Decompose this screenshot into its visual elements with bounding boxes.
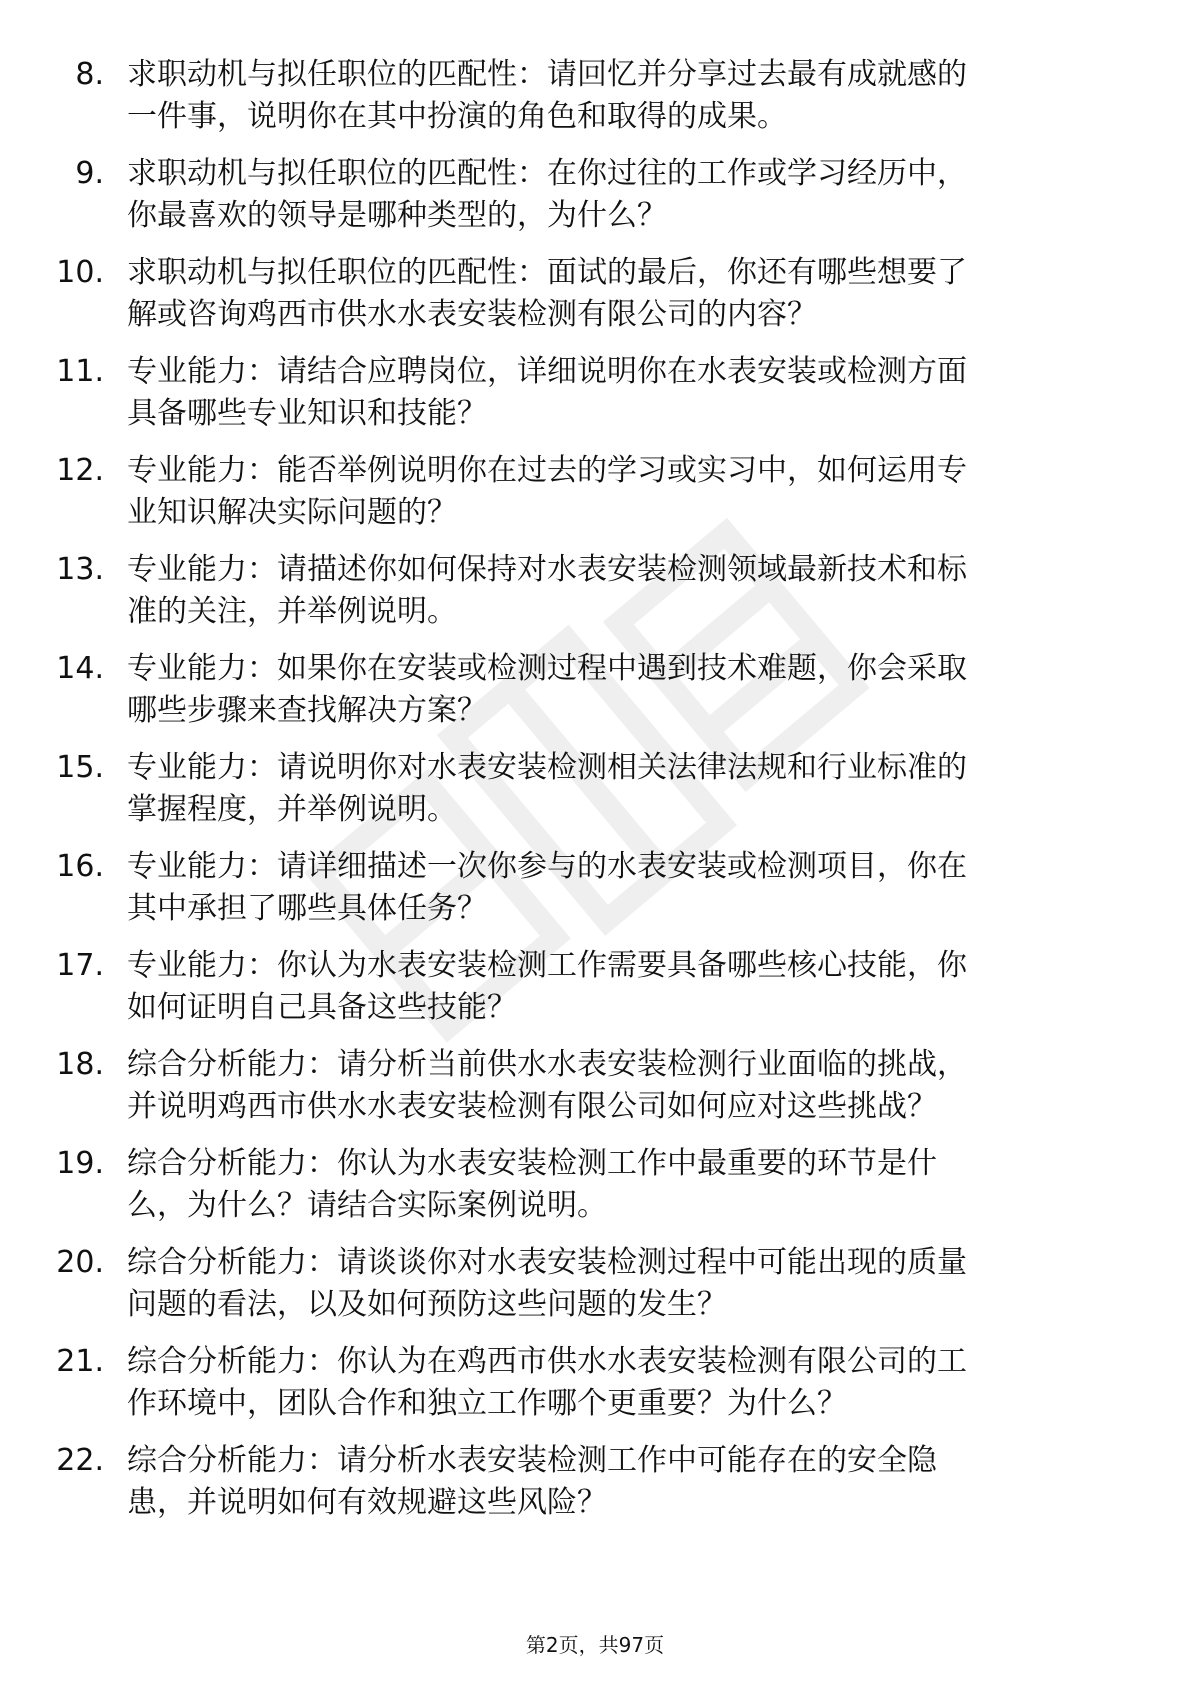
question-number: 18. (56, 1047, 104, 1082)
question-item (0, 153, 1190, 252)
question-text (127, 846, 1107, 930)
question-text-line: 求职动机与拟任职位的匹配性：请回忆并分享过去最有成就感的 (127, 57, 967, 92)
question-item (0, 351, 1190, 450)
question-text-line: 专业能力：能否举例说明你在过去的学习或实习中，如何运用专 (127, 453, 967, 488)
question-text (127, 450, 1107, 534)
question-text-line: 一件事，说明你在其中扮演的角色和取得的成果。 (127, 99, 787, 134)
question-text (127, 153, 1107, 237)
question-text (127, 54, 1107, 138)
question-text-line: 作环境中，团队合作和独立工作哪个更重要？为什么？ (127, 1386, 847, 1421)
question-number: 16. (56, 849, 104, 884)
question-text-line: 专业能力：你认为水表安装检测工作需要具备哪些核心技能，你 (127, 948, 967, 983)
question-text-line: 如何证明自己具备这些技能？ (127, 990, 517, 1025)
question-text (127, 1440, 1107, 1524)
question-text-line: 综合分析能力：请分析水表安装检测工作中可能存在的安全隐 (127, 1443, 937, 1478)
question-item (0, 846, 1190, 945)
question-item (0, 1440, 1190, 1539)
question-text-line: 并说明鸡西市供水水表安装检测有限公司如何应对这些挑战？ (127, 1089, 937, 1124)
question-item (0, 54, 1190, 153)
question-text (127, 1341, 1107, 1425)
question-item (0, 747, 1190, 846)
question-text-line: 其中承担了哪些具体任务？ (127, 891, 487, 926)
question-number: 8. (75, 57, 104, 92)
question-text-line: 你最喜欢的领导是哪种类型的，为什么？ (127, 198, 667, 233)
question-text (127, 648, 1107, 732)
question-text-line: 综合分析能力：请谈谈你对水表安装检测过程中可能出现的质量 (127, 1245, 967, 1280)
question-number: 12. (56, 453, 104, 488)
question-item (0, 1143, 1190, 1242)
question-text (127, 252, 1107, 336)
question-text-line: 专业能力：如果你在安装或检测过程中遇到技术难题，你会采取 (127, 651, 967, 686)
question-text (127, 549, 1107, 633)
question-text-line: 专业能力：请详细描述一次你参与的水表安装或检测项目，你在 (127, 849, 967, 884)
question-number: 10. (56, 255, 104, 290)
question-item (0, 1242, 1190, 1341)
question-number: 19. (56, 1146, 104, 1181)
question-text (127, 1242, 1107, 1326)
question-number: 15. (56, 750, 104, 785)
question-number: 11. (56, 354, 104, 389)
question-item (0, 648, 1190, 747)
question-text-line: 哪些步骤来查找解决方案？ (127, 693, 487, 728)
question-number: 9. (75, 156, 104, 191)
question-text (127, 1044, 1107, 1128)
question-text-line: 综合分析能力：你认为在鸡西市供水水表安装检测有限公司的工 (127, 1344, 967, 1379)
question-text-line: 问题的看法，以及如何预防这些问题的发生？ (127, 1287, 727, 1322)
question-text-line: 业知识解决实际问题的？ (127, 495, 457, 530)
question-item (0, 945, 1190, 1044)
question-number: 22. (56, 1443, 104, 1478)
question-item (0, 549, 1190, 648)
question-text-line: 专业能力：请描述你如何保持对水表安装检测领域最新技术和标 (127, 552, 967, 587)
question-text-line: 么，为什么？请结合实际案例说明。 (127, 1188, 607, 1223)
page-footer: 第2页，共97页 (525, 1633, 665, 1657)
question-text (127, 747, 1107, 831)
question-item (0, 1341, 1190, 1440)
question-number: 14. (56, 651, 104, 686)
question-text (127, 945, 1107, 1029)
question-text-line: 综合分析能力：你认为水表安装检测工作中最重要的环节是什 (127, 1146, 937, 1181)
question-text-line: 综合分析能力：请分析当前供水水表安装检测行业面临的挑战， (127, 1047, 967, 1082)
question-text-line: 解或咨询鸡西市供水水表安装检测有限公司的内容？ (127, 297, 817, 332)
question-text-line: 求职动机与拟任职位的匹配性：在你过往的工作或学习经历中， (127, 156, 967, 191)
question-text-line: 具备哪些专业知识和技能？ (127, 396, 487, 431)
question-item (0, 450, 1190, 549)
question-text-line: 准的关注，并举例说明。 (127, 594, 457, 629)
question-text (127, 351, 1107, 435)
question-text-line: 掌握程度，并举例说明。 (127, 792, 457, 827)
question-text-line: 求职动机与拟任职位的匹配性：面试的最后，你还有哪些想要了 (127, 255, 967, 290)
question-text (127, 1143, 1107, 1227)
question-item (0, 252, 1190, 351)
question-number: 13. (56, 552, 104, 587)
question-text-line: 专业能力：请说明你对水表安装检测相关法律法规和行业标准的 (127, 750, 967, 785)
question-text-line: 专业能力：请结合应聘岗位，详细说明你在水表安装或检测方面 (127, 354, 967, 389)
question-number: 17. (56, 948, 104, 983)
question-item (0, 1044, 1190, 1143)
question-number: 21. (56, 1344, 104, 1379)
question-number: 20. (56, 1245, 104, 1280)
question-list (0, 54, 1190, 1539)
question-text-line: 患，并说明如何有效规避这些风险？ (127, 1485, 607, 1520)
